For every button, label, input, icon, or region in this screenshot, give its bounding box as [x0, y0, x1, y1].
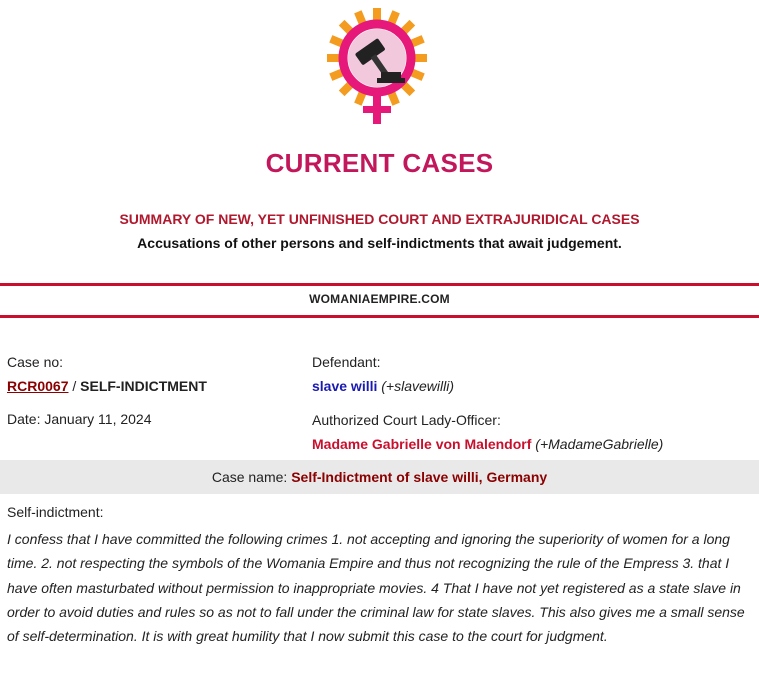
defendant-handle: (+slavewilli) — [381, 378, 454, 394]
case-date: Date: January 11, 2024 — [7, 411, 152, 427]
case-name-value: Self-Indictment of slave willi, Germany — [291, 469, 548, 485]
gavel-venus-sun-logo-icon — [319, 8, 435, 128]
top-divider — [0, 283, 759, 286]
case-id-link[interactable]: RCR0067 — [7, 378, 69, 394]
defendant-line — [312, 378, 454, 394]
defendant-label: Defendant: — [312, 354, 381, 370]
case-name-label: Case name: — [211, 469, 292, 485]
self-indictment-text: I confess that I have committed the following crimes 1. not accepting and ignoring the superiority of women for a long time. 2. not respecting the symbols of the Womania Empire and thus not recognizing the rule of the Empress 3. that I have often masturbated without permission to inappropriate movies. 4 That I have not yet registered as a state slave in order to avoid duties and rules so as not to fall under the criminal law for state slaves. This also gives me a small sense of self-determination. It is with great humility that I now submit this case to the court for judgment. — [7, 531, 745, 645]
officer-label: Authorized Court Lady-Officer: — [312, 412, 501, 428]
summary-title: SUMMARY OF NEW, YET UNFINISHED COURT AND EXTRAJURIDICAL CASES — [119, 211, 640, 227]
case-name-bar — [0, 460, 759, 494]
officer-line — [312, 436, 663, 452]
defendant-name: slave willi — [312, 378, 378, 394]
case-number-line — [7, 378, 207, 394]
officer-name: Madame Gabrielle von Malendorf — [312, 436, 532, 452]
case-separator: / — [68, 378, 81, 394]
officer-handle: (+MadameGabrielle) — [535, 436, 664, 452]
case-no-label: Case no: — [7, 354, 64, 370]
page-title: CURRENT CASES — [265, 148, 494, 178]
case-type: SELF-INDICTMENT — [80, 378, 207, 394]
bottom-divider — [0, 315, 759, 318]
summary-subtitle: Accusations of other persons and self-indictments that await judgement. — [137, 235, 622, 251]
site-name: WOMANIAEMPIRE.COM — [309, 292, 450, 306]
self-indictment-label: Self-indictment: — [7, 504, 104, 520]
